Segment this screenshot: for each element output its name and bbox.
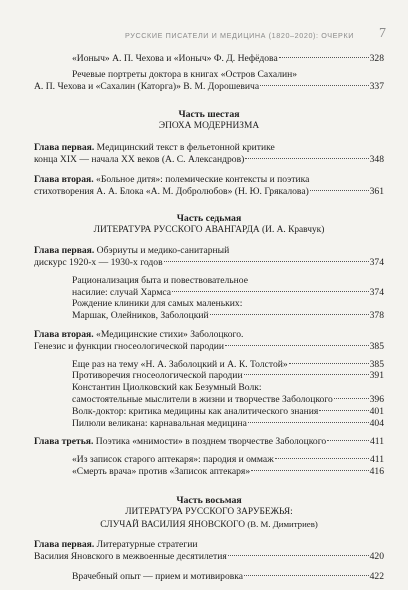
subsection-title-cont: насилие: случай Хармса: [72, 286, 172, 298]
toc-entry-title-cont: А. П. Чехова и «Сахалин (Каторга)» В. М. Дорошевича: [34, 80, 260, 92]
toc-leader: [228, 555, 369, 556]
toc-page-number: 420: [369, 551, 384, 563]
toc-page-number: 337: [369, 80, 384, 92]
toc-leader: [244, 374, 369, 375]
subsection-entry: [72, 298, 384, 322]
toc-page-number: 404: [369, 417, 384, 429]
chapter-title-cont: Генезис и функции гносеологической пародии: [34, 340, 225, 352]
toc-page-number: 385: [369, 358, 384, 370]
toc-page-number: 422: [369, 570, 384, 582]
subsection-entry: [72, 571, 384, 583]
toc-leader: [334, 398, 369, 399]
toc-leader: [289, 363, 369, 364]
subsection-title: Еще раз на тему «Н. А. Заболоцкий и А. К. Толстой»: [72, 358, 288, 370]
part-author: (И. А. Кравчук): [262, 225, 325, 236]
toc-leader: [275, 458, 369, 459]
toc-page-number: 385: [369, 340, 384, 352]
toc-leader: [279, 57, 369, 58]
toc-leader: [244, 575, 369, 576]
toc-leader: [245, 158, 368, 159]
part-title-text: СЛУЧАЙ ВАСИЛИЯ ЯНОВСКОГО: [100, 519, 245, 530]
chapter-entry: [34, 174, 384, 198]
toc-leader: [251, 470, 368, 471]
toc-page-number: 348: [369, 153, 384, 165]
toc-leader: [225, 345, 369, 346]
toc-page-number: 378: [369, 310, 384, 322]
part-author: (В. М. Димитриев): [247, 518, 318, 529]
part-title: [34, 225, 384, 237]
running-title: РУССКИЕ ПИСАТЕЛИ И МЕДИЦИНА (1820–2020): ОЧЕРКИ: [125, 31, 354, 40]
chapter-label: Глава вторая.: [34, 328, 94, 340]
toc-leader: [319, 410, 368, 411]
chapter-label: Глава вторая.: [34, 173, 94, 185]
toc-page-number: 401: [369, 405, 384, 417]
subsection-title: Врачебный опыт — прием и мотивировка: [72, 570, 244, 582]
toc-leader: [248, 422, 369, 423]
subsection-title: Противоречия гносеологической пародии: [72, 370, 243, 382]
toc-page-number: 411: [369, 436, 384, 448]
toc-entry: [34, 68, 384, 93]
toc-leader: [260, 85, 368, 86]
chapter-entry: [34, 329, 384, 353]
subsection-title: «Смерть врача» против «Записок аптекаря»: [72, 465, 251, 477]
toc-leader: [172, 291, 369, 292]
chapter-label: Глава первая.: [34, 245, 95, 257]
subsection-title: «Из записок старого аптекаря»: пародия и оммаж: [72, 454, 274, 466]
toc-entry: [72, 53, 384, 65]
toc-page-number: 391: [369, 370, 384, 382]
toc-page-number: 411: [369, 454, 384, 466]
toc-leader: [210, 314, 369, 315]
subsection-entry: [72, 382, 384, 406]
subsection-title-cont: самостоятельные мыслители в жизни и творчестве Заболоцкого: [72, 393, 333, 405]
part-title: ЭПОХА МОДЕРНИЗМА: [158, 121, 260, 132]
chapter-title-cont: Василия Яновского в межвоенные десятилетия: [34, 551, 227, 563]
subsection-title: Рождение клиники для самых маленьких:: [72, 298, 243, 310]
table-of-contents: [34, 53, 384, 583]
chapter-title: Обэриуты и медико-санитарный: [94, 245, 230, 257]
part-heading: [34, 495, 384, 532]
page-header: [0, 26, 408, 42]
toc-page-number: 374: [369, 256, 384, 268]
toc-leader: [310, 190, 369, 191]
toc-page-number: 396: [369, 393, 384, 405]
subsection-entry: [72, 359, 384, 371]
chapter-title: Медицинский текст в фельетонной критике: [94, 142, 275, 154]
toc-page-number: 328: [369, 53, 384, 64]
chapter-label: Глава первая.: [34, 142, 95, 154]
subsection-title: Пилюли великана: карнавальная медицина: [72, 417, 247, 429]
subsection-title: Константин Циолковский как Безумный Волк:: [72, 382, 262, 394]
subsection-entry: [72, 370, 384, 382]
part-label: Часть восьмая: [176, 494, 242, 506]
subsection-title-cont: Маршак, Олейников, Заболоцкий: [72, 310, 209, 322]
toc-leader: [164, 261, 369, 262]
subsection-entry: [72, 275, 384, 299]
chapter-title: «Больное дитя»: полемические контексты и поэтика: [93, 173, 310, 185]
toc-page-number: 361: [369, 185, 384, 197]
chapter-entry: [34, 245, 384, 269]
chapter-title-cont: стихотворения А. А. Блока «А. М. Добролюбов» (Н. Ю. Грякалова): [34, 185, 309, 197]
subsection-entry: [72, 406, 384, 418]
part-title-line2: [34, 519, 384, 532]
toc-leader: [327, 440, 369, 441]
page-number: 7: [379, 26, 386, 41]
chapter-title: Поэтика «мнимости» в позднем творчестве Заболоцкого: [93, 436, 327, 448]
part-label: Часть шестая: [178, 109, 240, 121]
toc-entry-title: «Ионыч» А. П. Чехова и «Ионыч» Ф. Д. Нефёдова: [72, 53, 278, 64]
chapter-title-cont: конца XIX — начала XX веков (А. С. Александров): [34, 153, 245, 165]
chapter-title: Литературные стратегии: [94, 539, 198, 551]
part-title-text: ЛИТЕРАТУРА РУССКОГО АВАНГАРДА: [93, 225, 260, 236]
chapter-label: Глава первая.: [34, 539, 95, 551]
chapter-title: «Медицинские стихи» Заболоцкого.: [93, 328, 244, 340]
chapter-entry: [34, 436, 384, 448]
subsection-title: Рационализация быта и повествовательное: [72, 274, 248, 286]
chapter-label: Глава третья.: [34, 436, 94, 448]
toc-page-number: 374: [369, 286, 384, 298]
part-label: Часть седьмая: [176, 213, 242, 225]
subsection-entry: [72, 466, 384, 478]
toc-page-number: 416: [369, 465, 384, 477]
chapter-title-cont: дискурс 1920-х — 1930-х годов: [34, 256, 163, 268]
chapter-entry: [34, 539, 384, 563]
part-heading: [34, 109, 384, 133]
part-title: ЛИТЕРАТУРА РУССКОГО ЗАРУБЕЖЬЯ:: [125, 506, 293, 517]
subsection-entry: [72, 454, 384, 466]
subsection-entry: [72, 418, 384, 430]
part-heading: [34, 213, 384, 237]
toc-entry-title: Речевые портреты доктора в книгах «Остров Сахалин»: [72, 68, 298, 80]
chapter-entry: [34, 142, 384, 166]
subsection-title: Волк-доктор: критика медицины как аналитического знания: [72, 405, 319, 417]
